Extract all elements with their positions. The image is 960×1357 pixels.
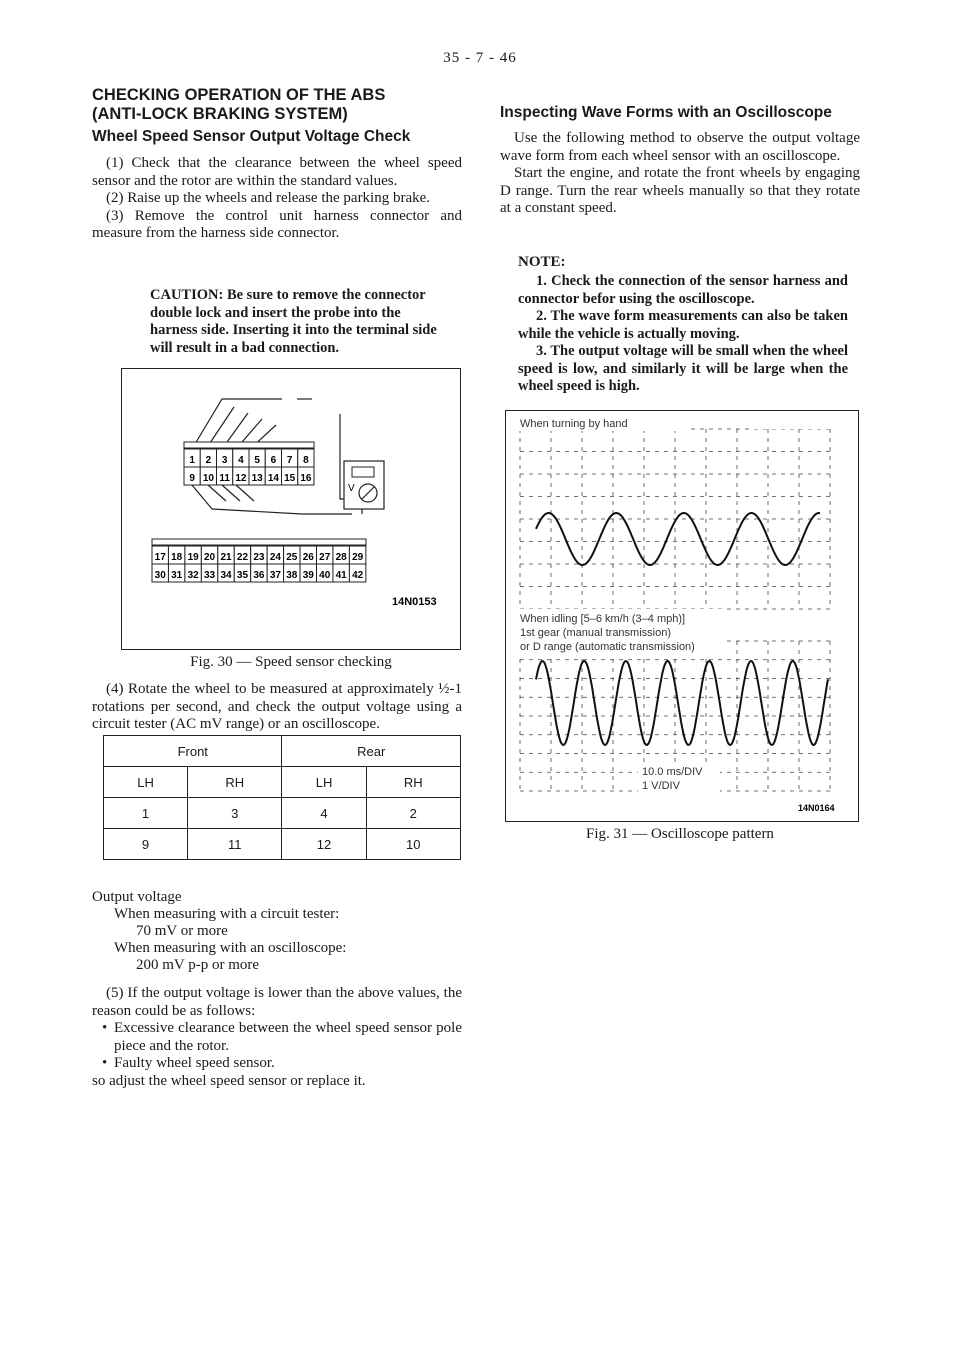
pin-number: 27 [319, 552, 331, 563]
figure-31-caption: Fig. 31 — Oscilloscope pattern [586, 826, 774, 842]
table-header-rear: Rear [282, 736, 461, 767]
subheading: Wheel Speed Sensor Output Voltage Check [92, 128, 411, 145]
pin-number: 25 [286, 552, 298, 563]
pin-number: 20 [204, 552, 216, 563]
pin-number: 30 [154, 570, 166, 581]
table-subheader: LH [104, 767, 188, 798]
list-item: • Faulty wheel speed sensor. [92, 1055, 462, 1073]
step-3: (3) Remove the control unit harness connector and measure from the harness side connector. [92, 207, 462, 241]
pin-number: 29 [352, 552, 364, 563]
step-2: (2) Raise up the wheels and release the parking brake. [106, 190, 431, 206]
pin-number: 26 [302, 552, 314, 563]
pin-number: 11 [219, 473, 230, 484]
figure-30-diagram [122, 369, 460, 649]
list-item: • Excessive clearance between the wheel speed sensor pole piece and the rotor. [92, 1020, 462, 1055]
bottom-connector [152, 546, 366, 582]
connector-top-rail [184, 442, 314, 448]
table-cell: 12 [282, 829, 366, 860]
pin-number: 9 [189, 473, 195, 484]
table-subheader-row [104, 767, 461, 798]
table-cell: 10 [366, 829, 460, 860]
figure-30-frame [121, 368, 461, 650]
pin-number: 39 [302, 570, 314, 581]
table-subheader: RH [188, 767, 282, 798]
pin-number: 18 [171, 552, 183, 563]
figure-31-frame [505, 410, 859, 822]
waveform-hand [536, 513, 820, 565]
right-intro [500, 130, 860, 218]
step-4 [92, 681, 462, 734]
table-subheader: LH [282, 767, 366, 798]
pin-number: 16 [300, 473, 312, 484]
section-heading [92, 86, 472, 124]
figure-30-code: 14N0153 [392, 596, 437, 608]
caution-block [150, 287, 450, 357]
pin-number: 36 [253, 570, 265, 581]
step-4-text: (4) Rotate the wheel to be measured at approximately ½-1 rotations per second, and check the output voltage using a circuit tester (AC mV range) or an oscilloscope. [92, 681, 462, 732]
section-heading-line1: CHECKING OPERATION OF THE ABS [92, 86, 386, 104]
pin-number: 5 [254, 455, 260, 466]
waveform-idle [536, 661, 828, 745]
pin-number: 17 [154, 552, 166, 563]
pin-number: 10 [202, 473, 214, 484]
cause-list [92, 1020, 462, 1073]
pin-number: 32 [187, 570, 199, 581]
pin-number: 40 [319, 570, 331, 581]
table-cell: 4 [282, 798, 366, 829]
table-header-front: Front [104, 736, 282, 767]
scope-grid-top [520, 429, 830, 609]
pin-number: 19 [187, 552, 199, 563]
section-heading-line2: (ANTI-LOCK BRAKING SYSTEM) [92, 105, 348, 123]
tester-label: When measuring with a circuit tester: [114, 906, 340, 922]
right-para-2: Start the engine, and rotate the front wheels by engaging D range. Turn the rear wheels manually so that they rotate at a constant speed. [500, 165, 860, 216]
pin-number: 13 [251, 473, 263, 484]
pin-number: 6 [270, 455, 277, 466]
right-para-1: Use the following method to observe the output voltage wave form from each wheel sensor with an oscilloscope. [500, 130, 860, 164]
scope-value: 200 mV p-p or more [136, 957, 260, 973]
pin-number: 15 [284, 473, 296, 484]
table-row [104, 798, 461, 829]
pin-number: 1 [189, 455, 195, 466]
closing-text: so adjust the wheel speed sensor or replace it. [92, 1072, 366, 1089]
pin-number: 31 [171, 570, 183, 581]
table-header-row [104, 736, 461, 767]
table-subheader: RH [366, 767, 460, 798]
caution-label: CAUTION: [150, 287, 224, 303]
scale-time: 10.0 ms/DIV [642, 766, 703, 778]
pin-number: 41 [335, 570, 347, 581]
pin-number: 3 [221, 455, 228, 466]
output-voltage-block [92, 889, 472, 974]
connector-bottom-rail [152, 539, 366, 545]
figure-30-caption: Fig. 30 — Speed sensor checking [190, 654, 392, 670]
meter-letter: V [348, 483, 355, 494]
pin-number: 37 [269, 570, 281, 581]
label-idle-2: 1st gear (manual transmission) [520, 627, 672, 639]
figure-31-oscilloscope [506, 411, 858, 821]
pin-number: 34 [220, 570, 232, 581]
caution-text: Be sure to remove the connector double lock and insert the probe into the harness side. Inserting it into the terminal side will result in a bad connection. [150, 287, 437, 356]
top-connector [184, 449, 314, 485]
step-5: (5) If the output voltage is lower than the above values, the reason could be as follows: [92, 985, 462, 1019]
pin-number: 8 [303, 455, 309, 466]
scope-label: When measuring with an oscilloscope: [114, 940, 347, 956]
page-number: 35 - 7 - 46 [443, 50, 517, 66]
note-list [518, 273, 848, 396]
label-idle-3: or D range (automatic transmission) [520, 641, 695, 653]
table-cell: 9 [104, 829, 188, 860]
right-heading: Inspecting Wave Forms with an Oscilloscope [500, 104, 832, 121]
pin-number: 7 [286, 455, 293, 466]
figure-31-code: 14N0164 [798, 803, 835, 813]
pin-number: 14 [267, 473, 279, 484]
pin-number: 24 [269, 552, 281, 563]
note-item: 1. Check the connection of the sensor harness and connector befor using the oscilloscope. [518, 273, 848, 307]
pin-number: 21 [220, 552, 232, 563]
pin-number: 35 [236, 570, 249, 581]
note-item: 3. The output voltage will be small when the wheel speed is low, and similarly it will be large when the wheel speed is high. [518, 343, 848, 394]
step-1: (1) Check that the clearance between the wheel speed sensor and the rotor are within the standard values. [92, 155, 462, 189]
table-cell: 2 [366, 798, 460, 829]
step-5-block [92, 985, 462, 1090]
label-hand: When turning by hand [520, 418, 628, 430]
tester-value: 70 mV or more [136, 923, 228, 939]
terminal-table [103, 735, 461, 860]
output-voltage-title: Output voltage [92, 889, 182, 905]
pin-number: 38 [286, 570, 298, 581]
pin-number: 42 [352, 570, 364, 581]
table-cell: 3 [188, 798, 282, 829]
table-cell: 11 [188, 829, 282, 860]
pin-number: 12 [235, 473, 247, 484]
table-row [104, 829, 461, 860]
tester-display [352, 467, 374, 477]
table-cell: 1 [104, 798, 188, 829]
pin-number: 4 [238, 455, 244, 466]
steps-1-3 [92, 155, 462, 243]
scale-voltage: 1 V/DIV [642, 780, 680, 792]
note-item: 2. The wave form measurements can also be taken while the vehicle is actually moving. [518, 308, 848, 342]
pin-number: 33 [204, 570, 216, 581]
pin-number: 28 [335, 552, 347, 563]
note-title: NOTE: [518, 254, 566, 270]
pin-number: 22 [236, 552, 249, 563]
label-idle-1: When idling [5–6 km/h (3–4 mph)] [520, 613, 686, 625]
pin-number: 2 [205, 455, 212, 466]
pin-number: 23 [253, 552, 265, 563]
